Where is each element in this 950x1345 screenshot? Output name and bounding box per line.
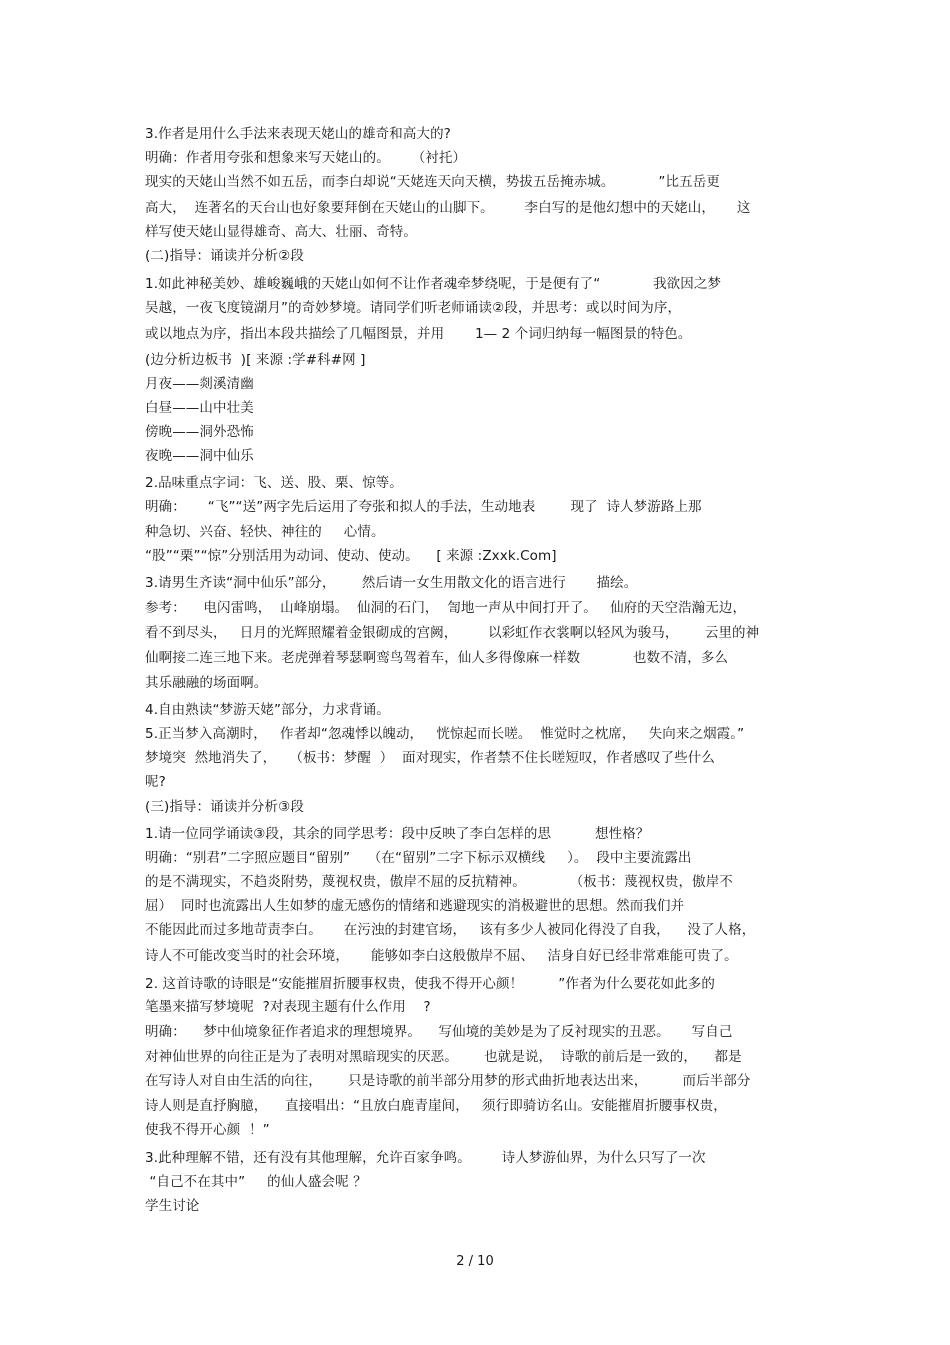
- text-line: 笔墨来描写梦境呢 ?对表现主题有什么作用 ?: [145, 999, 431, 1015]
- page-number: 2 / 10: [456, 1254, 494, 1269]
- text-line: 梦境突 然地消失了， （板书：梦醒 ） 面对现实，作者禁不住长嗟短叹，作者感叹了些什么: [145, 750, 715, 766]
- text-line: 明确：“别君”二字照应题目“留别” （在“留别”二字下标示双横线 ）。 段中主要流露出: [145, 850, 692, 866]
- text-line: 4.自由熟读“梦游天姥”部分，力求背诵。: [145, 702, 390, 718]
- text-line: 参考： 电闪雷鸣， 山峰崩塌。 仙洞的石门， 訇地一声从中间打开了。 仙府的天空浩瀚无边，: [145, 600, 747, 616]
- text-line: 对神仙世界的向往正是为了表明对黑暗现实的厌恶。 也就是说， 诗歌的前后是一致的， 都是: [145, 1049, 742, 1065]
- text-line: 3.请男生齐读“洞中仙乐”部分， 然后请一女生用散文化的语言进行 描绘。: [145, 575, 638, 591]
- text-line: 屈） 同时也流露出人生如梦的虚无感伤的情绪和逃避现实的消极避世的思想。然而我们并: [145, 898, 685, 914]
- text-line: 的是不满现实，不趋炎附势，蔑视权贵，傲岸不屈的反抗精神。 （板书：蔑视权贵，傲岸不: [145, 874, 733, 890]
- text-line: (三)指导：诵读并分析③段: [145, 799, 304, 815]
- text-line: 其乐融融的场面啊。: [145, 675, 268, 691]
- text-line: 学生讨论: [145, 1198, 200, 1214]
- text-line: 高大， 连著名的天台山也好象要拜倒在天姥山的山脚下。 李白写的是他幻想中的天姥山， 这: [145, 200, 751, 216]
- text-line: 3.此种理解不错，还有没有其他理解，允许百家争鸣。 诗人梦游仙界，为什么只写了一次: [145, 1150, 706, 1166]
- text-line: 现实的天姥山当然不如五岳，而李白却说“天姥连天向天横，势拔五岳掩赤城。 ”比五岳更: [145, 174, 720, 190]
- text-line: 白昼——山中壮美: [145, 400, 254, 416]
- text-line: 使我不得开心颜 ！”: [145, 1122, 270, 1138]
- text-line: 明确：作者用夸张和想象来写天姥山的。 （衬托）: [145, 150, 467, 166]
- text-line: (二)指导：诵读并分析②段: [145, 248, 304, 264]
- text-line: 不能因此而过多地苛责李白。 在污浊的封建官场， 该有多少人被同化得没了自我， 没了人格，: [145, 922, 756, 938]
- text-line: 仙啊接二连三地下来。老虎弹着琴瑟啊鸾鸟驾着车，仙人多得像麻一样数 也数不清，多么: [145, 650, 729, 666]
- text-line: 2. 这首诗歌的诗眼是“安能摧眉折腰事权贵，使我不得开心颜！ ”作者为什么要花如此多的: [145, 976, 715, 992]
- text-line: 诗人不可能改变当时的社会环境， 能够如李白这般傲岸不屈、 洁身自好已经非常难能可贵了。: [145, 948, 738, 964]
- text-line: 2.品味重点字词：飞、送、股、栗、惊等。: [145, 475, 403, 491]
- text-line: 或以地点为序，指出本段共描绘了几幅图景，并用 1— 2 个词归纳每一幅图景的特色。: [145, 326, 692, 342]
- text-line: 样写使天姥山显得雄奇、高大、壮丽、奇特。: [145, 224, 417, 240]
- text-line: 1.如此神秘美妙、雄峻巍峨的天姥山如何不让作者魂牵梦绕呢，于是便有了“ 我欲因之梦: [145, 276, 722, 292]
- text-line: 5.正当梦入高潮时， 作者却“忽魂悸以魄动， 恍惊起而长嗟。 惟觉时之枕席， 失向来之烟霞。”: [145, 726, 745, 742]
- text-line: 3.作者是用什么手法来表现天姥山的雄奇和高大的?: [145, 126, 451, 142]
- text-line: 夜晚——洞中仙乐: [145, 448, 254, 464]
- text-line: 诗人则是直抒胸臆， 直接唱出：“且放白鹿青崖间， 须行即骑访名山。安能摧眉折腰事权贵，: [145, 1098, 727, 1114]
- text-line: (边分析边板书 )[ 来源 :学#科#网 ]: [145, 352, 366, 368]
- text-line: 在写诗人对自由生活的向往， 只是诗歌的前半部分用梦的形式曲折地表达出来， 而后半部分: [145, 1073, 751, 1089]
- text-line: 1.请一位同学诵读③段，其余的同学思考：段中反映了李白怎样的思 想性格？: [145, 826, 650, 842]
- text-line: 明确： 梦中仙境象征作者追求的理想境界。 写仙境的美妙是为了反衬现实的丑恶。 写自己: [145, 1024, 733, 1040]
- text-line: 呢?: [145, 774, 166, 790]
- text-line: 月夜——剡溪清幽: [145, 376, 254, 392]
- text-line: 看不到尽头， 日月的光辉照耀着金银砌成的宫阙， 以彩虹作衣裳啊以轻风为骏马， 云里的神: [145, 625, 760, 641]
- text-line: 傍晚——洞外恐怖: [145, 424, 254, 440]
- text-line: “自己不在其中” 的仙人盛会呢 ？: [145, 1174, 367, 1190]
- text-line: “股”“栗”“惊”分别活用为动词、使动、使动。 [ 来源 :Zxxk.Com]: [145, 548, 557, 564]
- text-line: 种急切、兴奋、轻快、神往的 心情。: [145, 524, 385, 540]
- text-line: 明确： “飞”“送”两字先后运用了夸张和拟人的手法，生动地表 现了 诗人梦游路上那: [145, 499, 702, 515]
- text-line: 吴越，一夜飞度镜湖月”的奇妙梦境。请同学们听老师诵读②段，并思考：或以时间为序，: [145, 300, 682, 316]
